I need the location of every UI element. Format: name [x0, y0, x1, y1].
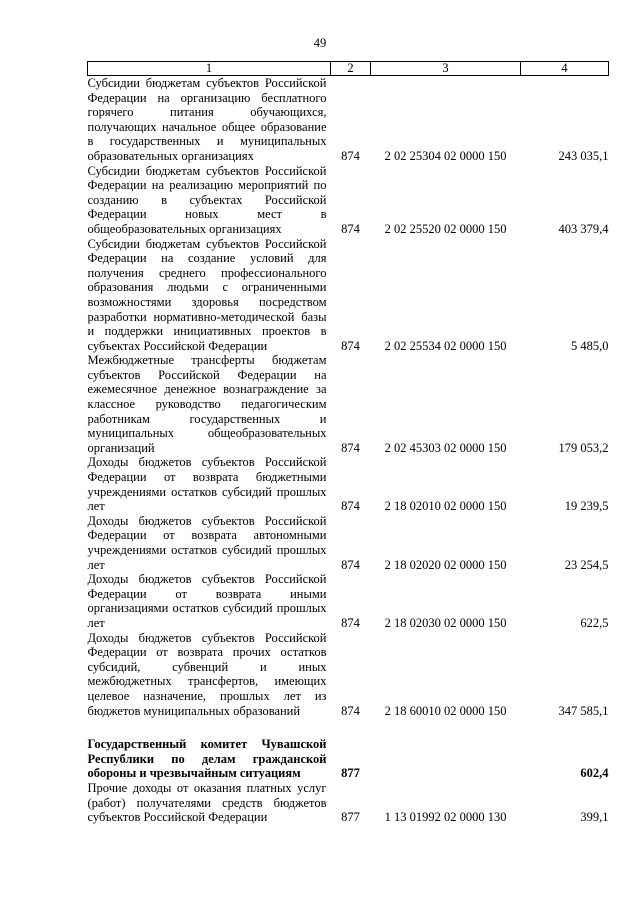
group-budget-code: [371, 737, 521, 781]
page-number: 49: [313, 36, 327, 50]
row-admin-code: 874: [341, 499, 360, 514]
row-description: Доходы бюджетов субъектов Российской Федерации от возврата прочих остатков субсидий, субвенций и иных межбюджетных трансфертов, имеющих целевое назначение, прошлых лет из бюджетов муниципальных образований: [87, 630, 327, 718]
row-budget-code: 2 02 25520 02 0000 150: [384, 221, 507, 236]
row-budget-code: 2 18 02030 02 0000 150: [384, 615, 507, 630]
row-description: Доходы бюджетов субъектов Российской Федерации от возврата иными организациями остатков субсидий прошлых лет: [87, 572, 327, 630]
row-budget-code: 2 02 25534 02 0000 150: [384, 338, 507, 353]
column-header: 4: [521, 62, 609, 76]
row-admin-code: 874: [341, 148, 360, 163]
table-row: [88, 631, 609, 719]
row-admin-code: 877: [341, 810, 360, 825]
row-admin-code: 874: [341, 703, 360, 718]
table-row: [88, 455, 609, 513]
row-amount: 399,1: [580, 810, 609, 825]
row-admin-code: 874: [341, 221, 360, 236]
table-row: [88, 572, 609, 630]
table-row: [88, 164, 609, 237]
row-description: Прочие доходы от оказания платных услуг (работ) получателями средств бюджетов субъектов Российской Федерации: [87, 780, 327, 825]
row-amount: 19 239,5: [564, 499, 609, 514]
row-budget-code: 2 02 45303 02 0000 150: [384, 440, 507, 455]
row-description: Доходы бюджетов субъектов Российской Федерации от возврата бюджетными учреждениями остатков субсидий прошлых лет: [87, 455, 327, 514]
column-header: 3: [371, 62, 521, 76]
row-description: Субсидии бюджетам субъектов Российской Федерации на реализацию мероприятий по созданию в субъектах Российской Федерации новых мест в общеобразовательных организациях: [87, 163, 327, 236]
row-budget-code: 2 02 25304 02 0000 150: [384, 148, 507, 163]
table-row: [88, 76, 609, 164]
table-row: [88, 514, 609, 572]
row-budget-code: 1 13 01992 02 0000 130: [384, 810, 507, 825]
row-amount: 622,5: [580, 615, 609, 630]
budget-table: [87, 61, 609, 825]
row-budget-code: 2 18 02020 02 0000 150: [384, 557, 507, 572]
row-description: Субсидии бюджетам субъектов Российской Федерации на организацию бесплатного горячего питания обучающихся, получающих начальное общее образование в государственных и муниципальных образовательных организациях: [87, 76, 327, 163]
table-row: [88, 781, 609, 825]
row-description: Доходы бюджетов субъектов Российской Федерации от возврата автономными учреждениями остатков субсидий прошлых лет: [87, 513, 327, 572]
group-amount: 602,4: [580, 766, 609, 781]
group-description: Государственный комитет Чувашской Республики по делам гражданской обороны и чрезвычайным ситуациям: [87, 737, 327, 781]
row-budget-code: 2 18 02010 02 0000 150: [384, 499, 507, 514]
table-row: [88, 237, 609, 354]
row-description: Субсидии бюджетам субъектов Российской Федерации на создание условий для получения среднего профессионального образования людьми с ограниченными возможностями здоровья посредством разработки нормативно-методической базы и поддержки инициативных проектов в субъектах Российской Федерации: [87, 236, 327, 353]
row-amount: 5 485,0: [571, 338, 609, 353]
row-admin-code: 874: [341, 615, 360, 630]
row-admin-code: 874: [341, 338, 360, 353]
row-amount: 243 035,1: [558, 148, 609, 163]
group-admin-code: 877: [341, 766, 360, 781]
row-amount: 403 379,4: [558, 221, 609, 236]
row-amount: 179 053,2: [558, 440, 609, 455]
group-header-row: [88, 737, 609, 781]
row-amount: 347 585,1: [558, 703, 609, 718]
column-header: 2: [331, 62, 371, 76]
spacer-row: [88, 718, 609, 737]
row-budget-code: 2 18 60010 02 0000 150: [384, 703, 507, 718]
row-description: Межбюджетные трансферты бюджетам субъектов Российской Федерации на ежемесячное денежное вознаграждение за классное руководство педагогическим работникам государственных и муниципальных общеобразовательных организаций: [87, 353, 327, 455]
row-amount: 23 254,5: [564, 557, 609, 572]
column-header: 1: [88, 62, 331, 76]
table-header-row: [88, 62, 609, 76]
row-admin-code: 874: [341, 557, 360, 572]
table-row: [88, 353, 609, 455]
row-admin-code: 874: [341, 440, 360, 455]
